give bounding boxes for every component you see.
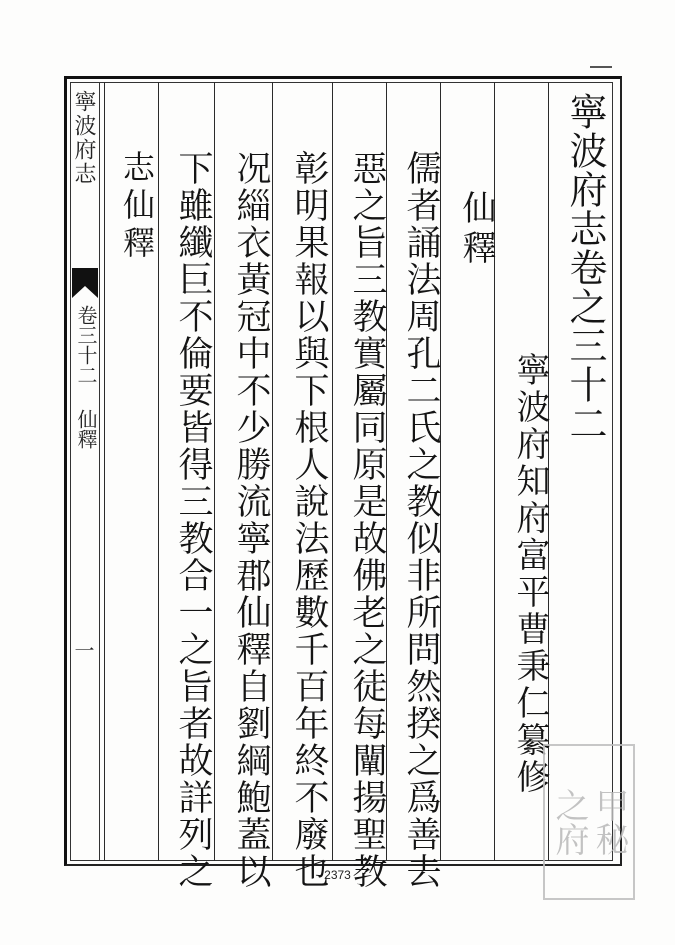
body-text-column: 况緇衣黃冠中不少勝流寧郡仙釋自劉綱鮑蓋以: [231, 150, 271, 890]
column-rule: [104, 82, 105, 861]
section-heading: 仙釋: [456, 190, 496, 270]
spine-section-label: 卷三十二 仙釋: [74, 305, 98, 449]
body-text-column: 惡之旨三教實屬同原是故佛老之徒每闡揚聖教: [347, 150, 387, 890]
compiler-line: 寧波府知府富平曹秉仁纂修: [510, 352, 550, 796]
body-text-column: 下雖纖巨不倫要皆得三教合一之旨者故詳列之: [173, 150, 213, 890]
closing-heading: 志仙釋: [118, 150, 156, 264]
page-number: 2373: [324, 868, 351, 882]
body-text-column: 儒者誦法周孔二氏之教似非所問然揆之爲善去: [401, 150, 441, 890]
spine-leaf-number: 一: [71, 640, 95, 660]
seal-text-left: 之府: [549, 788, 589, 856]
volume-title: 寧波府志卷之三十二: [563, 92, 607, 443]
spine-column: [70, 82, 100, 861]
spine-book-title: 寧波府志: [71, 90, 96, 186]
seal-text-right: 甲秘: [589, 788, 629, 856]
body-text-column: 彰明果報以與下根人說法歷數千百年終不廢也: [289, 150, 329, 890]
